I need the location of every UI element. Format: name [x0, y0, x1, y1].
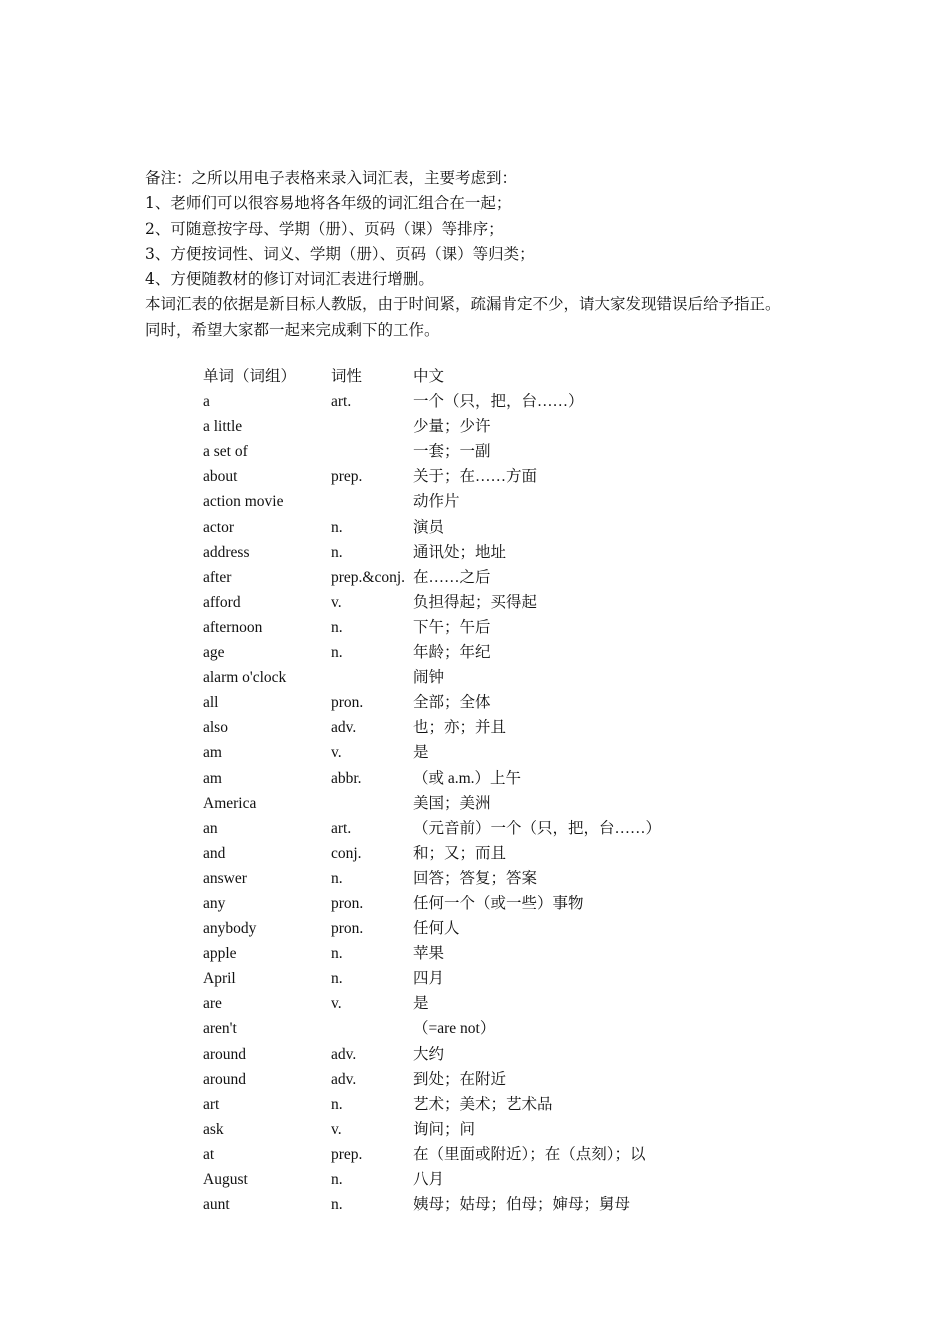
- pos-cell: n.: [331, 869, 343, 887]
- word-cell: address: [203, 543, 250, 561]
- table-row: [203, 1067, 661, 1092]
- pos-cell: n.: [331, 618, 343, 636]
- meaning-cell: 回答；答复；答案: [413, 869, 538, 887]
- word-cell: after: [203, 568, 232, 586]
- table-row: [203, 916, 661, 941]
- pos-cell: n.: [331, 1095, 343, 1113]
- pos-cell: n.: [331, 518, 343, 536]
- meaning-cell: 演员: [413, 518, 445, 536]
- meaning-cell: 任何人: [413, 920, 460, 938]
- table-row: [203, 740, 661, 765]
- pos-cell: art.: [331, 819, 352, 837]
- word-cell: and: [203, 844, 226, 862]
- table-row: [203, 1042, 661, 1067]
- table-row: [203, 615, 661, 640]
- meaning-cell: 大约: [413, 1045, 445, 1063]
- table-row: [203, 389, 661, 414]
- table-row: [203, 665, 661, 690]
- pos-cell: v.: [331, 593, 342, 611]
- meaning-cell: （元音前）一个（只，把，台……）: [413, 819, 662, 837]
- meaning-cell: 动作片: [413, 493, 460, 511]
- pos-cell: [331, 414, 413, 439]
- pos-cell: v.: [331, 1120, 342, 1138]
- word-cell: America: [203, 794, 257, 812]
- word-cell: answer: [203, 869, 247, 887]
- table-row: [203, 816, 661, 841]
- word-cell: April: [203, 970, 236, 988]
- word-cell: any: [203, 894, 226, 912]
- table-row: [203, 1016, 661, 1041]
- pos-cell: n.: [331, 644, 343, 662]
- table-row: [203, 891, 661, 916]
- pos-cell: [331, 665, 413, 690]
- table-row: [203, 590, 661, 615]
- word-cell: an: [203, 819, 218, 837]
- pos-cell: conj.: [331, 844, 362, 862]
- notes-line: 1、老师们可以很容易地将各年级的词汇组合在一起；: [145, 194, 512, 213]
- word-cell: age: [203, 644, 225, 662]
- meaning-cell: 和；又；而且: [413, 844, 507, 862]
- word-cell: aunt: [203, 1196, 230, 1214]
- pos-cell: adv.: [331, 1070, 357, 1088]
- table-row: [203, 690, 661, 715]
- vocabulary-table: [203, 364, 661, 1217]
- table-row: [203, 414, 661, 439]
- word-cell: afternoon: [203, 618, 263, 636]
- notes-line: 本词汇表的依据是新目标人教版，由于时间紧，疏漏肯定不少，请大家发现错误后给予指正。: [145, 295, 781, 314]
- table-row: [203, 515, 661, 540]
- meaning-cell: （或 a.m.）上午: [413, 769, 522, 787]
- table-row: [203, 866, 661, 891]
- notes-line: 备注：之所以用电子表格来录入词汇表，主要考虑到：: [145, 169, 518, 187]
- meaning-cell: 到处；在附近: [413, 1070, 507, 1088]
- pos-cell: art.: [331, 393, 352, 411]
- pos-cell: [331, 439, 413, 464]
- word-cell: anybody: [203, 920, 257, 938]
- word-cell: about: [203, 468, 238, 486]
- word-cell: aren't: [203, 1020, 237, 1038]
- word-cell: actor: [203, 518, 234, 536]
- pos-cell: n.: [331, 1171, 343, 1188]
- table-row: [203, 766, 661, 791]
- meaning-cell: （=are not）: [413, 1020, 496, 1038]
- table-row: [203, 439, 661, 464]
- meaning-cell: 任何一个（或一些）事物: [413, 894, 584, 912]
- pos-cell: n.: [331, 1196, 343, 1214]
- meaning-cell: 苹果: [413, 945, 445, 963]
- pos-cell: n.: [331, 970, 343, 988]
- meaning-cell: 也；亦；并且: [413, 719, 507, 737]
- pos-cell: n.: [331, 543, 343, 561]
- table-row: [203, 941, 661, 966]
- table-row: [203, 489, 661, 514]
- pos-cell: adv.: [331, 719, 357, 737]
- word-cell: at: [203, 1145, 215, 1163]
- word-cell: art: [203, 1095, 220, 1113]
- header-meaning: 中文: [413, 368, 445, 385]
- word-cell: also: [203, 719, 228, 737]
- pos-cell: [331, 1016, 413, 1041]
- meaning-cell: 关于；在……方面: [413, 468, 538, 486]
- table-header-row: [203, 364, 661, 389]
- meaning-cell: 少量；少许: [413, 418, 491, 436]
- table-row: [203, 640, 661, 665]
- word-cell: a: [203, 393, 210, 411]
- table-row: [203, 791, 661, 816]
- table-row: [203, 841, 661, 866]
- table-row: [203, 1117, 661, 1142]
- table-row: [203, 991, 661, 1016]
- meaning-cell: 通讯处；地址: [413, 543, 507, 561]
- notes-block: [145, 166, 935, 343]
- meaning-cell: 是: [413, 744, 429, 762]
- pos-cell: adv.: [331, 1045, 357, 1063]
- meaning-cell: 下午；午后: [413, 618, 491, 636]
- word-cell: action movie: [203, 493, 284, 511]
- table-row: [203, 540, 661, 565]
- word-cell: alarm o'clock: [203, 669, 287, 687]
- table-row: [203, 1092, 661, 1117]
- pos-cell: v.: [331, 744, 342, 762]
- notes-line: 3、方便按词性、词义、学期（册）、页码（课）等归类；: [145, 244, 535, 263]
- pos-cell: abbr.: [331, 769, 362, 787]
- table-row: [203, 464, 661, 489]
- notes-line: 同时，希望大家都一起来完成剩下的工作。: [145, 320, 440, 339]
- word-cell: August: [203, 1171, 248, 1188]
- pos-cell: prep.: [331, 1145, 363, 1163]
- meaning-cell: 一套；一副: [413, 443, 491, 461]
- word-cell: around: [203, 1045, 247, 1063]
- word-cell: a set of: [203, 443, 248, 461]
- meaning-cell: 在（里面或附近）；在（点刻）；以: [413, 1145, 646, 1163]
- meaning-cell: 姨母；姑母；伯母；婶母；舅母: [413, 1196, 631, 1214]
- pos-cell: [331, 489, 413, 514]
- pos-cell: pron.: [331, 894, 364, 912]
- table-row: [203, 1192, 661, 1217]
- table-row: [203, 966, 661, 991]
- table-row: [203, 1142, 661, 1167]
- table-row: [203, 1167, 661, 1192]
- word-cell: am: [203, 769, 222, 787]
- word-cell: apple: [203, 945, 237, 963]
- word-cell: all: [203, 694, 219, 712]
- word-cell: around: [203, 1070, 247, 1088]
- word-cell: are: [203, 995, 222, 1013]
- table-row: [203, 715, 661, 740]
- word-cell: am: [203, 744, 222, 762]
- notes-line: 4、方便随教材的修订对词汇表进行增删。: [145, 270, 434, 289]
- pos-cell: pron.: [331, 694, 364, 712]
- meaning-cell: 四月: [413, 970, 445, 988]
- pos-cell: n.: [331, 945, 343, 963]
- word-cell: afford: [203, 593, 241, 611]
- pos-cell: prep.: [331, 468, 363, 486]
- meaning-cell: 询问；问: [413, 1120, 476, 1138]
- meaning-cell: 闹钟: [413, 669, 445, 687]
- meaning-cell: 在……之后: [413, 568, 491, 586]
- notes-line: 2、可随意按字母、学期（册）、页码（课）等排序；: [145, 219, 504, 238]
- table-row: [203, 565, 661, 590]
- meaning-cell: 全部；全体: [413, 694, 491, 712]
- pos-cell: [331, 791, 413, 816]
- meaning-cell: 年龄；年纪: [413, 644, 491, 662]
- pos-cell: prep.&conj.: [331, 568, 406, 586]
- meaning-cell: 美国；美洲: [413, 794, 491, 812]
- word-cell: a little: [203, 418, 243, 436]
- meaning-cell: 负担得起；买得起: [413, 593, 538, 611]
- pos-cell: pron.: [331, 920, 364, 938]
- meaning-cell: 是: [413, 995, 429, 1013]
- meaning-cell: 艺术；美术；艺术品: [413, 1095, 553, 1113]
- header-pos: 词性: [331, 368, 363, 385]
- meaning-cell: 一个（只，把，台……）: [413, 393, 584, 411]
- meaning-cell: 八月: [413, 1171, 445, 1188]
- pos-cell: v.: [331, 995, 342, 1013]
- word-cell: ask: [203, 1120, 224, 1138]
- header-word: 单词（词组）: [203, 368, 297, 385]
